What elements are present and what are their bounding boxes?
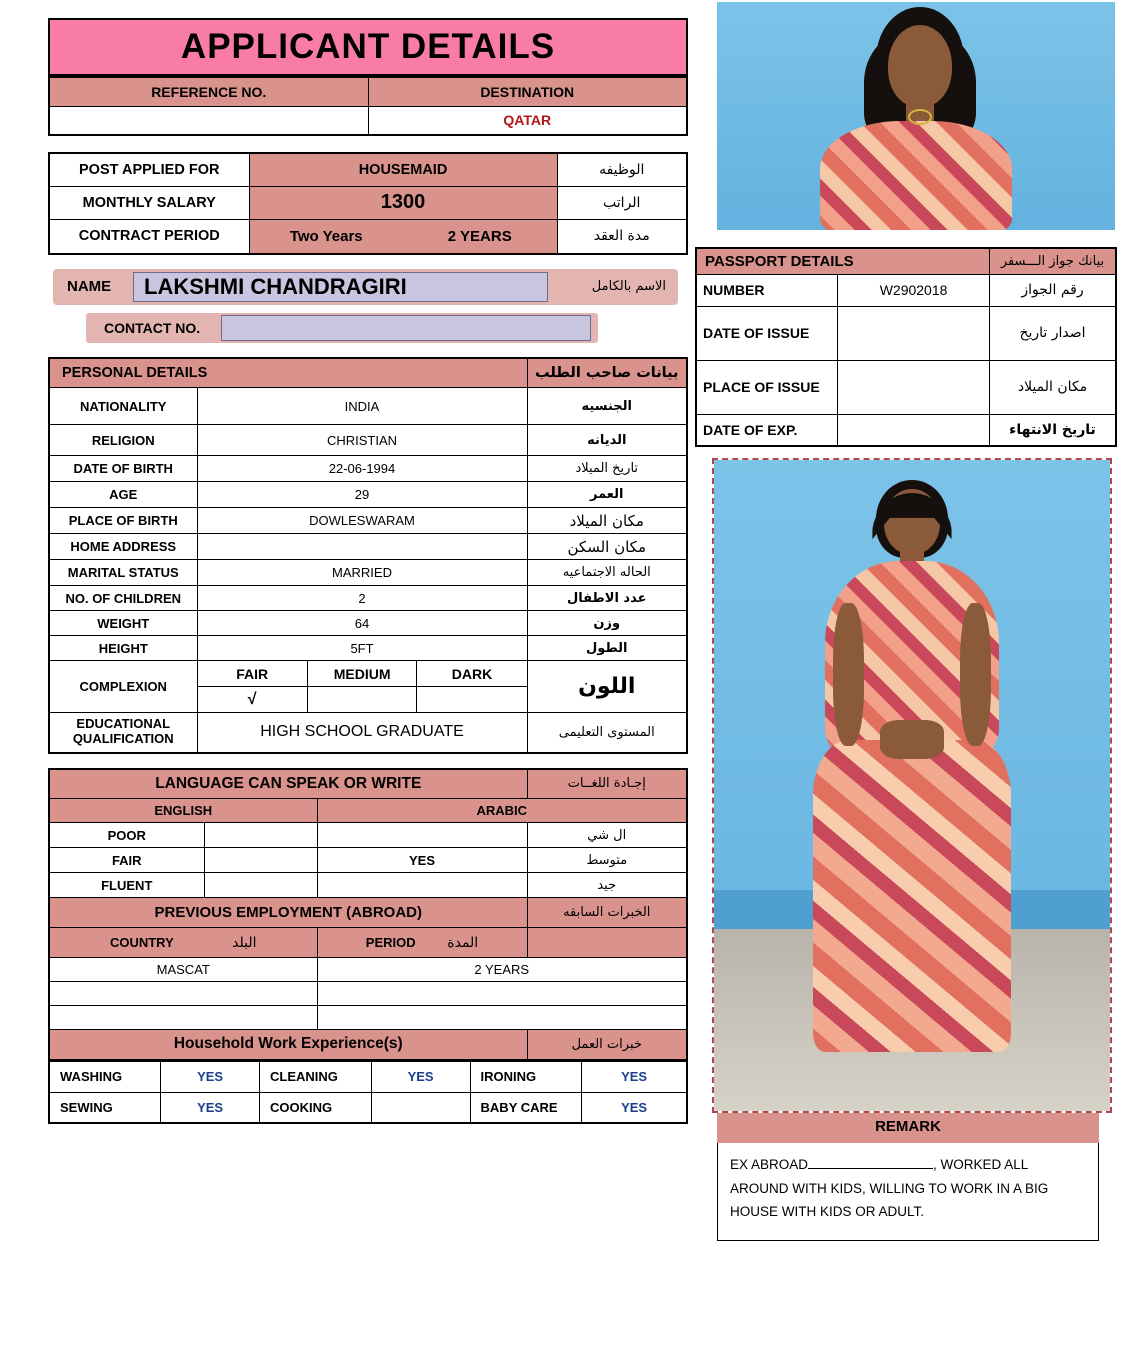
post-applied-arabic: الوظيفه: [557, 153, 687, 186]
post-applied-label: POST APPLIED FOR: [49, 153, 249, 186]
language-title-arabic: إجـادة اللغــات: [527, 769, 687, 799]
language-col-english: ENGLISH: [49, 799, 317, 823]
language-title: LANGUAGE CAN SPEAK OR WRITE: [155, 774, 422, 792]
name-field-row: [53, 269, 678, 305]
page-title: APPLICANT DETAILS: [48, 18, 688, 76]
contact-label: CONTACT NO.: [104, 319, 201, 336]
reference-no-value[interactable]: [49, 106, 368, 135]
employment-country-3[interactable]: [49, 1006, 317, 1030]
passport-poi-label: PLACE OF ISSUE: [696, 360, 838, 414]
personal-details-header-arabic: بيانات صاحب الطلب: [527, 358, 687, 388]
household-value-sewing[interactable]: YES: [161, 1092, 260, 1123]
household-label-cleaning: CLEANING: [260, 1061, 372, 1092]
height-value[interactable]: 5FT: [197, 636, 527, 661]
employment-col-country-cell: [49, 928, 317, 958]
remark-line1-suffix: , WORKED ALL: [933, 1157, 1029, 1172]
language-title-cell: [49, 769, 527, 799]
complexion-arabic: اللون: [527, 661, 687, 713]
religion-label: RELIGION: [49, 425, 197, 456]
age-arabic: العمر: [527, 482, 687, 508]
marital-status-arabic: الحاله الاجتماعيه: [527, 560, 687, 586]
education-label: EDUCATIONAL QUALIFICATION: [49, 713, 197, 753]
contact-field-row: [86, 313, 598, 343]
applicant-headshot-photo: [717, 2, 1115, 230]
household-title: Household Work Experience(s): [173, 1035, 403, 1053]
passport-header-arabic: بيانك جواز الـــسفر: [989, 248, 1116, 274]
language-fair-arabic-label: متوسط: [527, 848, 687, 873]
passport-doi-value[interactable]: [838, 306, 990, 360]
language-fluent-arabic-label: جيد: [527, 873, 687, 898]
nationality-value[interactable]: INDIA: [197, 388, 527, 425]
household-title-arabic: خبرات العمل: [527, 1030, 687, 1060]
language-level-poor: POOR: [49, 823, 204, 848]
marital-status-value[interactable]: MARRIED: [197, 560, 527, 586]
dob-arabic: تاريخ الميلاد: [527, 456, 687, 482]
language-fair-english[interactable]: [204, 848, 317, 873]
passport-doe-arabic: تاريخ الانتهاء: [989, 414, 1116, 446]
household-value-washing[interactable]: YES: [161, 1061, 260, 1092]
personal-details-header: PERSONAL DETAILS: [49, 358, 527, 388]
complexion-options-cell: [197, 661, 527, 687]
employment-col-country-arabic: البلد: [232, 934, 257, 951]
household-label-sewing: SEWING: [49, 1092, 161, 1123]
employment-period-1[interactable]: 2 YEARS: [317, 958, 687, 982]
religion-arabic: الديانه: [527, 425, 687, 456]
previous-employment-title: PREVIOUS EMPLOYMENT (ABROAD): [154, 904, 422, 921]
household-title-cell: [49, 1030, 527, 1060]
left-column: [48, 18, 688, 1124]
children-arabic: عدد الاطفال: [527, 586, 687, 611]
reference-no-label: REFERENCE NO.: [49, 77, 368, 106]
employment-col-period: PERIOD: [365, 934, 416, 950]
complexion-label: COMPLEXION: [49, 661, 197, 713]
employment-period-2[interactable]: [317, 982, 687, 1006]
remark-blank[interactable]: [808, 1168, 933, 1169]
household-value-cooking[interactable]: [371, 1092, 470, 1123]
passport-poi-arabic: مكان الميلاد: [989, 360, 1116, 414]
household-value-ironing[interactable]: YES: [582, 1061, 687, 1092]
passport-details-table: [695, 247, 1117, 447]
religion-value[interactable]: CHRISTIAN: [197, 425, 527, 456]
household-grid: [48, 1061, 688, 1125]
remark-line1-prefix: EX ABROAD: [730, 1157, 809, 1172]
remark-line3: HOUSE WITH KIDS OR ADULT.: [730, 1204, 925, 1220]
complexion-option-fair: FAIR: [198, 661, 308, 686]
contract-period-value-cell[interactable]: [249, 219, 557, 254]
complexion-marks-cell[interactable]: [197, 687, 527, 713]
remark-text-box: [717, 1143, 1099, 1241]
contract-period-label: CONTRACT PERIOD: [49, 219, 249, 254]
monthly-salary-arabic: الراتب: [557, 186, 687, 219]
language-level-fair: FAIR: [49, 848, 204, 873]
complexion-option-medium: MEDIUM: [307, 661, 417, 686]
passport-number-value[interactable]: W2902018: [838, 274, 990, 306]
age-label: AGE: [49, 482, 197, 508]
contract-period-left: Two Years: [250, 220, 404, 253]
nationality-arabic: الجنسيه: [527, 388, 687, 425]
contact-input[interactable]: [221, 315, 591, 341]
passport-doe-value[interactable]: [838, 414, 990, 446]
employment-col-period-cell: [317, 928, 527, 958]
passport-header: PASSPORT DETAILS: [696, 248, 989, 274]
previous-employment-title-arabic: الخبرات السابقه: [527, 898, 687, 928]
post-details-table: [48, 152, 688, 255]
personal-details-table: [48, 357, 688, 754]
language-fluent-arabic-value[interactable]: [317, 873, 527, 898]
household-label-babycare: BABY CARE: [470, 1092, 582, 1123]
applicant-fullbody-photo: [712, 458, 1112, 1113]
place-of-birth-label: PLACE OF BIRTH: [49, 508, 197, 534]
place-of-birth-arabic: مكان الميلاد: [527, 508, 687, 534]
place-of-birth-value[interactable]: DOWLESWARAM: [197, 508, 527, 534]
language-fluent-english[interactable]: [204, 873, 317, 898]
language-level-fluent: FLUENT: [49, 873, 204, 898]
previous-employment-title-cell: [49, 898, 527, 928]
employment-col-period-arabic: المدة: [447, 934, 479, 951]
post-applied-value[interactable]: HOUSEMAID: [249, 153, 557, 186]
home-address-arabic: مكان السكن: [527, 534, 687, 560]
weight-label: WEIGHT: [49, 611, 197, 636]
complexion-mark-dark[interactable]: [417, 687, 527, 712]
language-col-arabic: ARABIC: [317, 799, 687, 823]
home-address-label: HOME ADDRESS: [49, 534, 197, 560]
name-input[interactable]: LAKSHMI CHANDRAGIRI: [133, 272, 548, 302]
complexion-option-dark: DARK: [451, 665, 493, 682]
passport-number-arabic: رقم الجواز: [989, 274, 1116, 306]
home-address-value[interactable]: [197, 534, 527, 560]
household-value-cleaning[interactable]: YES: [371, 1061, 470, 1092]
passport-number-label: NUMBER: [696, 274, 838, 306]
employment-country-2[interactable]: [49, 982, 317, 1006]
destination-value[interactable]: QATAR: [368, 106, 687, 135]
remark-header: REMARK: [717, 1113, 1099, 1143]
employment-country-1[interactable]: MASCAT: [49, 958, 317, 982]
household-label-cooking: COOKING: [260, 1092, 372, 1123]
complexion-mark-medium[interactable]: [307, 687, 417, 712]
reference-destination-table: [48, 76, 688, 136]
dob-value[interactable]: 22-06-1994: [197, 456, 527, 482]
language-fair-arabic-value[interactable]: YES: [317, 848, 527, 873]
passport-doi-arabic: اصدار تاريخ: [989, 306, 1116, 360]
language-poor-arabic-label: ال شي: [527, 823, 687, 848]
name-arabic-label: الاسم بالكامل: [591, 278, 666, 294]
children-value[interactable]: 2: [197, 586, 527, 611]
marital-status-label: MARITAL STATUS: [49, 560, 197, 586]
household-label-washing: WASHING: [49, 1061, 161, 1092]
language-poor-english[interactable]: [204, 823, 317, 848]
contract-period-right: 2 YEARS: [403, 220, 557, 253]
household-value-babycare[interactable]: YES: [582, 1092, 687, 1123]
complexion-mark-fair[interactable]: √: [198, 687, 308, 712]
passport-doe-label: DATE OF EXP.: [696, 414, 838, 446]
destination-label: DESTINATION: [368, 77, 687, 106]
weight-value[interactable]: 64: [197, 611, 527, 636]
weight-arabic: وزن: [527, 611, 687, 636]
employment-period-3[interactable]: [317, 1006, 687, 1030]
monthly-salary-label: MONTHLY SALARY: [49, 186, 249, 219]
age-value[interactable]: 29: [197, 482, 527, 508]
education-arabic: المستوى التعليمى: [527, 713, 687, 753]
language-poor-arabic-value[interactable]: [317, 823, 527, 848]
children-label: NO. OF CHILDREN: [49, 586, 197, 611]
employment-col-country: COUNTRY: [109, 934, 174, 950]
education-value[interactable]: HIGH SCHOOL GRADUATE: [197, 713, 527, 753]
nationality-label: NATIONALITY: [49, 388, 197, 425]
monthly-salary-value[interactable]: 1300: [249, 186, 557, 219]
household-label-ironing: IRONING: [470, 1061, 582, 1092]
name-label: NAME: [67, 277, 112, 295]
employment-hdr-spacer: [527, 928, 687, 958]
contract-period-arabic: مدة العقد: [557, 219, 687, 254]
height-arabic: الطول: [527, 636, 687, 661]
passport-doi-label: DATE OF ISSUE: [696, 306, 838, 360]
remark-line2: AROUND WITH KIDS, WILLING TO WORK IN A BIG: [730, 1180, 1049, 1196]
passport-poi-value[interactable]: [838, 360, 990, 414]
height-label: HEIGHT: [49, 636, 197, 661]
language-table: [48, 768, 688, 1061]
dob-label: DATE OF BIRTH: [49, 456, 197, 482]
